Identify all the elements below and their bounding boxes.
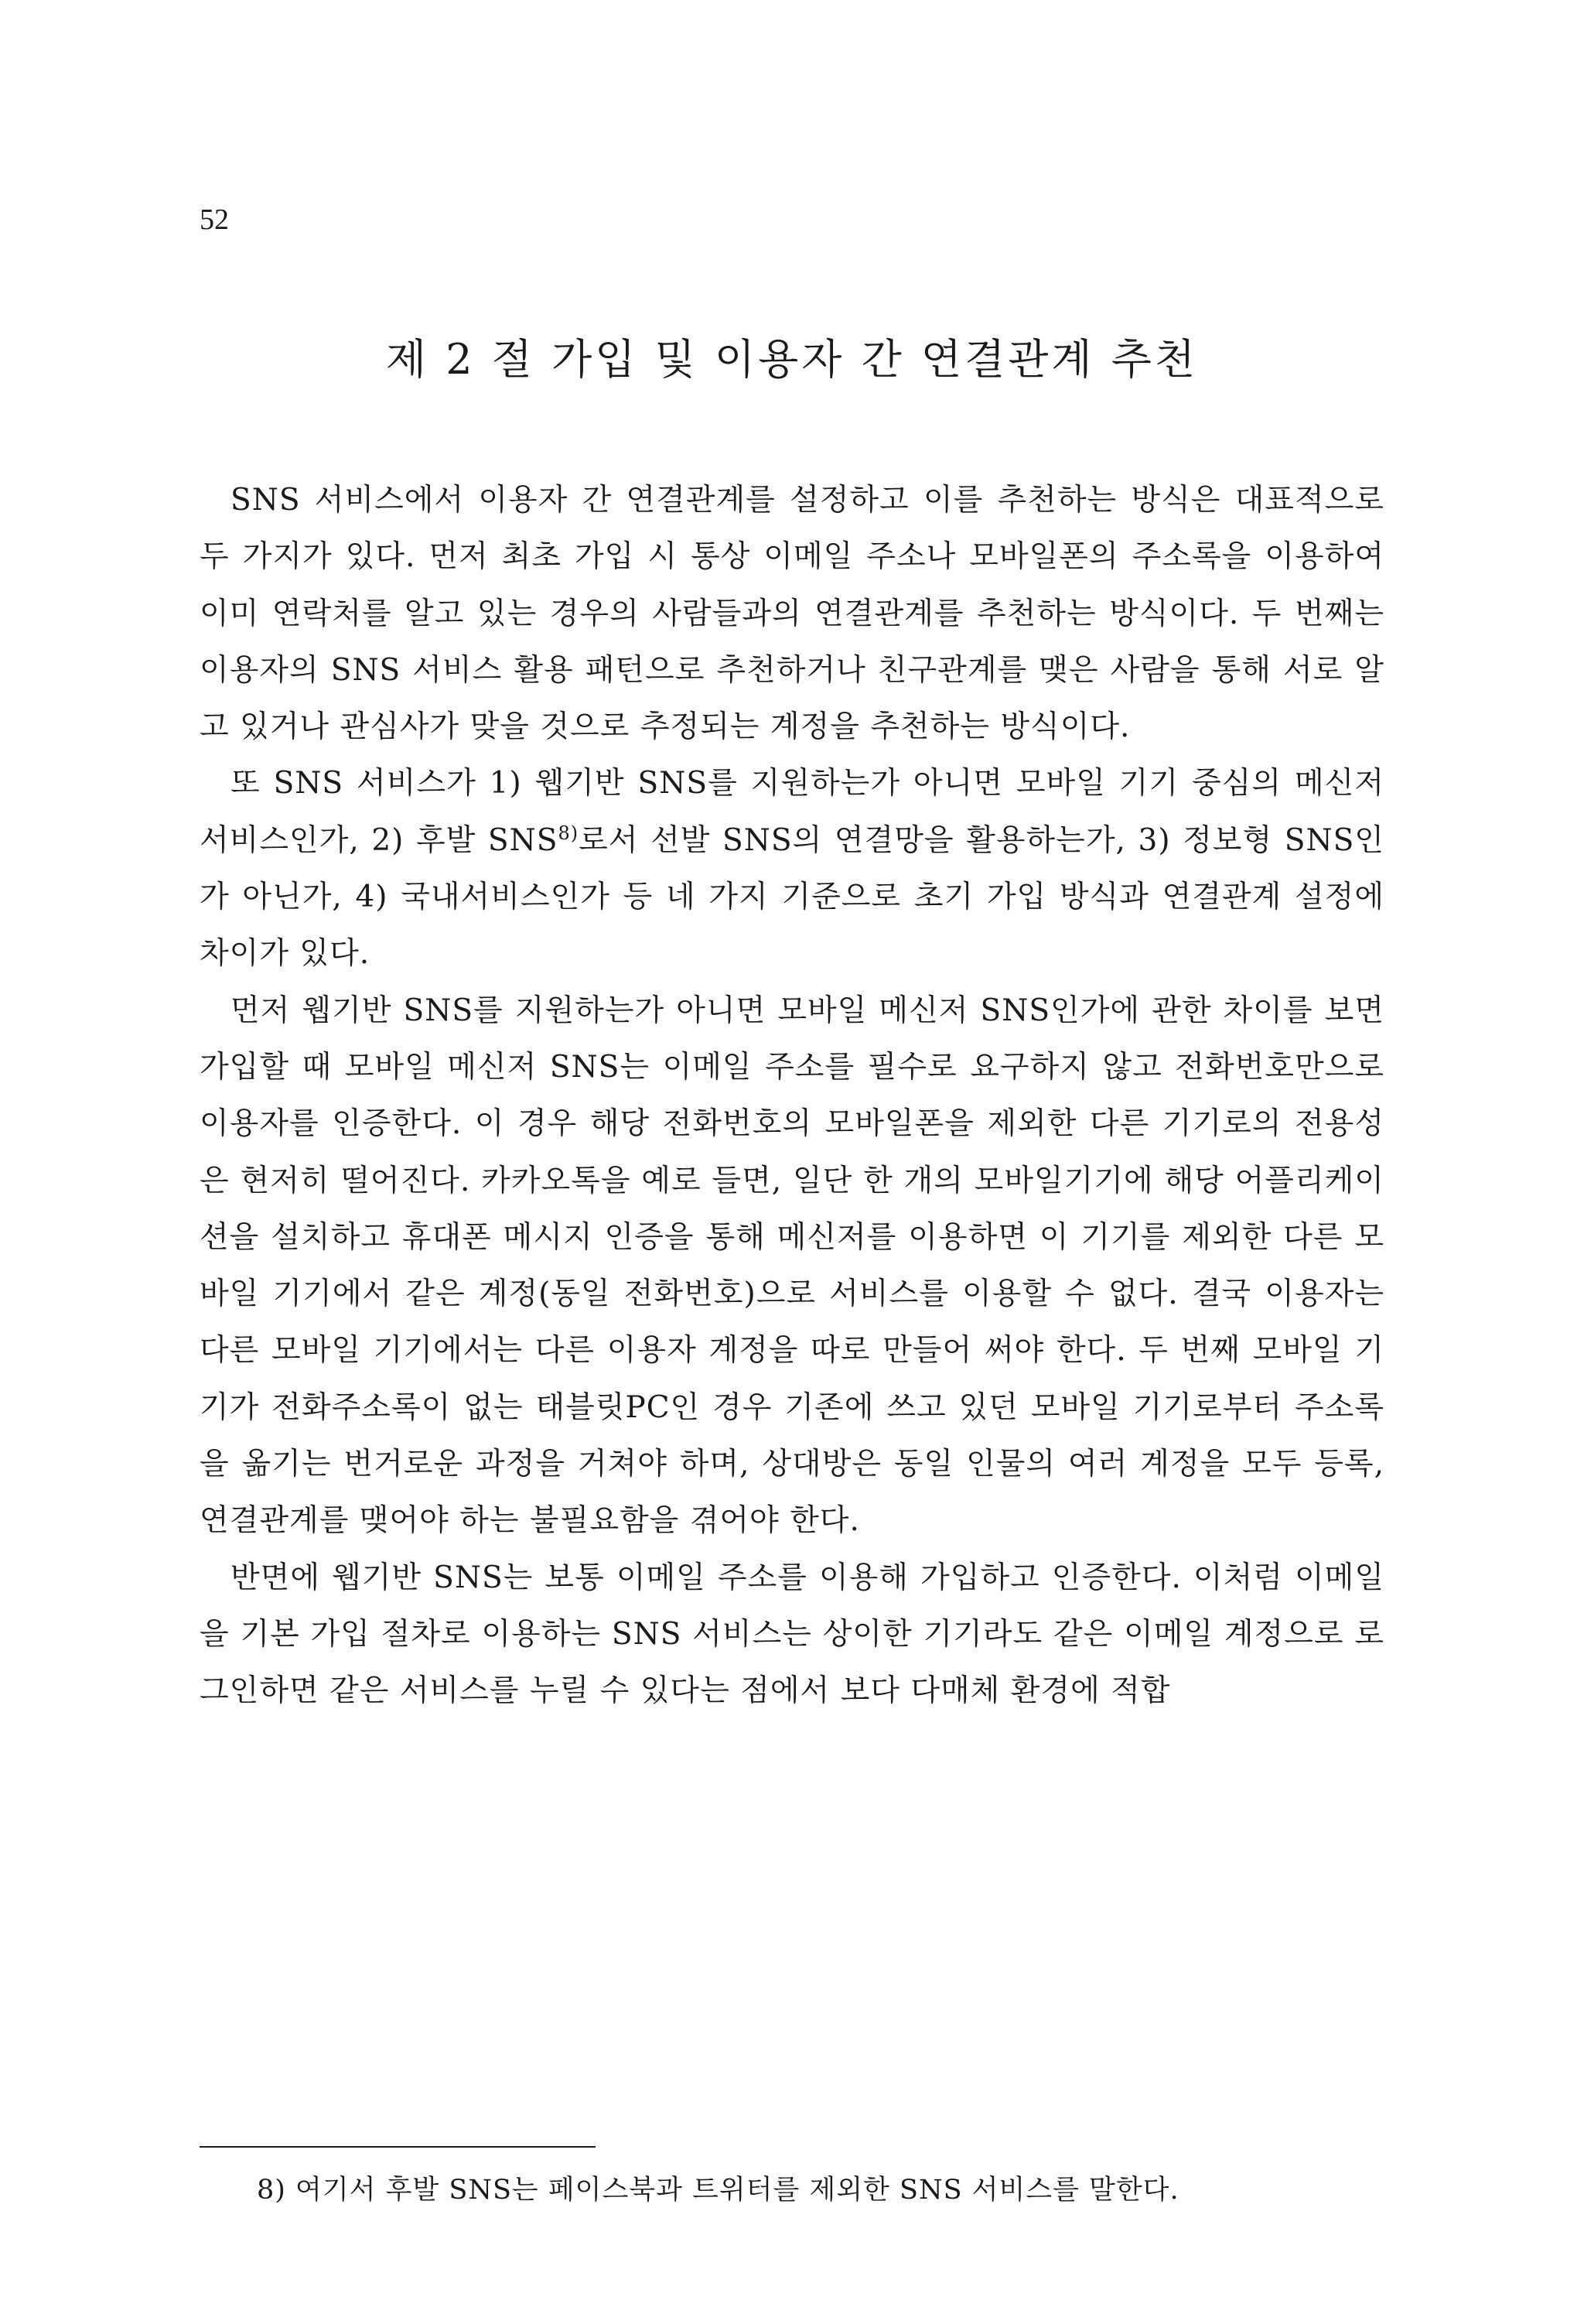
paragraph-4: 반면에 웹기반 SNS는 보통 이메일 주소를 이용해 가입하고 인증한다. 이처럼 이메일을 기본 가입 절차로 이용하는 SNS 서비스는 상이한 기기라도 같은 이메일 계정으로 로그인하면 같은 서비스를 누릴 수 있다는 점에서 보다 다매체 환경에 적합: [200, 1560, 1384, 1709]
body-text: [200, 472, 1384, 1720]
paragraph-2-text-before-note: 또 SNS 서비스가 1) 웹기반 SNS를 지원하는가 아니면 모바일 기기 중심의 메신저 서비스인가, 2) 후발 SNS: [200, 766, 1384, 858]
footnote-8: 8) 여기서 후발 SNS는 페이스북과 트위터를 제외한 SNS 서비스를 말한다.: [257, 2175, 1179, 2206]
paragraph-2-text-after-note: 로서 선발 SNS의 연결망을 활용하는가, 3) 정보형 SNS인가 아닌가, 4) 국내서비스인가 등 네 가지 기준으로 초기 가입 방식과 연결관계 설정에 차이가 있다.: [200, 822, 1384, 972]
page-number: 52: [200, 203, 229, 236]
paragraph-3: 먼저 웹기반 SNS를 지원하는가 아니면 모바일 메신저 SNS인가에 관한 차이를 보면 가입할 때 모바일 메신저 SNS는 이메일 주소를 필수로 요구하지 않고 전화번호만으로 이용자를 인증한다. 이 경우 해당 전화번호의 모바일폰을 제외한 다른 기기로의 전용성은 현저히 떨어진다. 카카오톡을 예로 들면, 일단 한 개의 모바일기기에 해당 어플리케이션을 설치하고 휴대폰 메시지 인증을 통해 메신저를 이용하면 이 기기를 제외한 다른 모바일 기기에서 같은 계정(동일 전화번호)으로 서비스를 이용할 수 없다. 결국 이용자는 다른 모바일 기기에서는 다른 이용자 계정을 따로 만들어 써야 한다. 두 번째 모바일 기기가 전화주소록이 없는 태블릿PC인 경우 기존에 쓰고 있던 모바일 기기로부터 주소록을 옮기는 번거로운 과정을 거쳐야 하며, 상대방은 동일 인물의 여러 계정을 모두 등록, 연결관계를 맺어야 하는 불필요함을 겪어야 한다.: [200, 993, 1384, 1539]
footnote-divider: [200, 2146, 596, 2148]
paragraph-1: SNS 서비스에서 이용자 간 연결관계를 설정하고 이를 추천하는 방식은 대표적으로 두 가지가 있다. 먼저 최초 가입 시 통상 이메일 주소나 모바일폰의 주소록을 이용하여 이미 연락처를 알고 있는 경우의 사람들과의 연결관계를 추천하는 방식이다. 두 번째는 이용자의 SNS 서비스 활용 패턴으로 추천하거나 친구관계를 맺은 사람을 통해 서로 알고 있거나 관심사가 맞을 것으로 추정되는 계정을 추천하는 방식이다.: [200, 483, 1384, 745]
paragraph-2: [200, 755, 1384, 982]
footnote-reference-8: 8): [558, 822, 579, 844]
section-title: 제 2 절 가입 및 이용자 간 연결관계 추천: [385, 335, 1199, 384]
